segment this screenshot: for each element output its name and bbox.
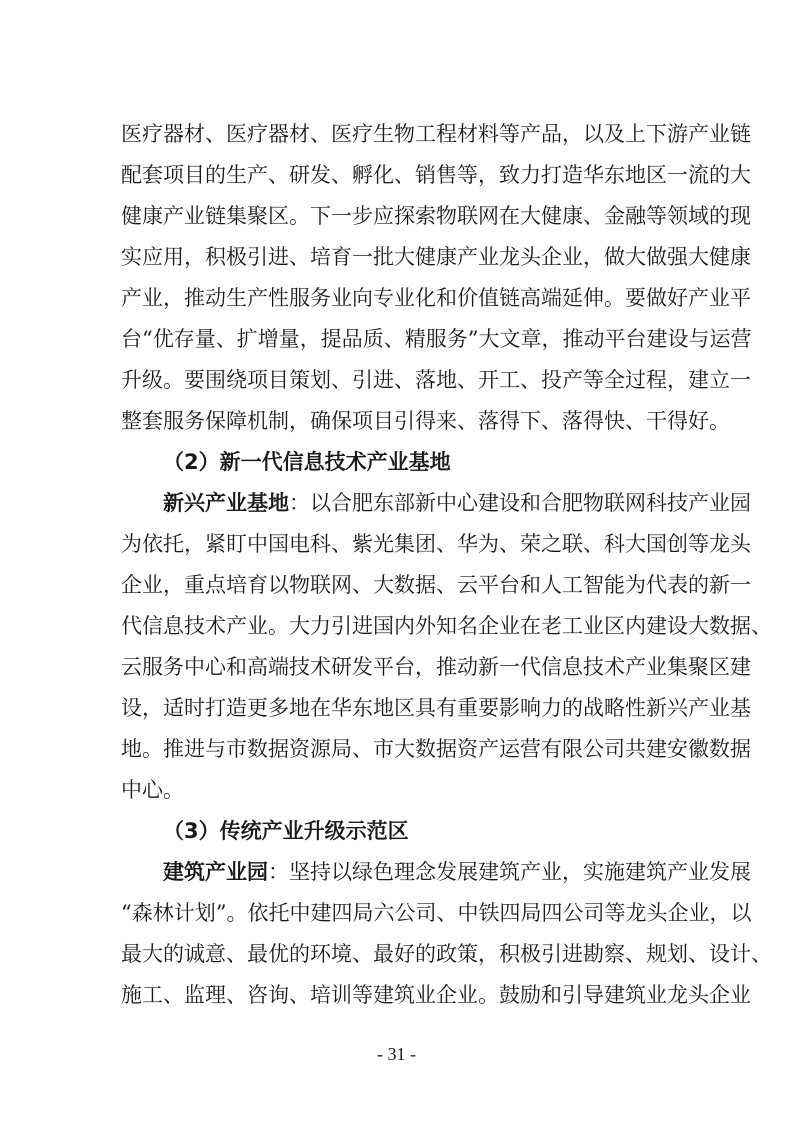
- paragraph-line: 云服务中心和高端技术研发平台，推动新一代信息技术产业集聚区建: [121, 655, 751, 679]
- paragraph-line: 地。推进与市数据资源局、市大数据资产运营有限公司共建安徽数据: [121, 737, 751, 761]
- paragraph-line: 为依托，紧盯中国电科、紫光集团、华为、荣之联、科大国创等龙头: [121, 532, 751, 556]
- paragraph-line: 设，适时打造更多地在华东地区具有重要影响力的战略性新兴产业基: [121, 696, 751, 720]
- paragraph-line: 健康产业链集聚区。下一步应探索物联网在大健康、金融等领域的现: [121, 204, 751, 228]
- paragraph-line: 施工、监理、咨询、培训等建筑业企业。鼓励和引导建筑业龙头企业: [121, 983, 751, 1007]
- paragraph-line: 产业，推动生产性服务业向专业化和价值链高端延伸。要做好产业平: [121, 286, 751, 310]
- paragraph-line: 升级。要围绕项目策划、引进、落地、开工、投产等全过程，建立一: [121, 368, 751, 392]
- paragraph-line: 整套服务保障机制，确保项目引得来、落得下、落得快、干得好。: [121, 409, 730, 433]
- section-heading: （2）新一代信息技术产业基地: [163, 450, 451, 474]
- paragraph-line: [163, 857, 751, 887]
- paragraph-line: [163, 488, 751, 518]
- paragraph-lead: 建筑产业园: [163, 860, 268, 884]
- paragraph-line: 最大的诚意、最优的环境、最好的政策，积极引进勘察、规划、设计、: [121, 942, 772, 966]
- paragraph-line: 医疗器材、医疗器材、医疗生物工程材料等产品，以及上下游产业链: [121, 122, 751, 146]
- paragraph-line: 中心。: [121, 778, 184, 802]
- paragraph-text: ：坚持以绿色理念发展建筑产业，实施建筑产业发展: [268, 860, 751, 884]
- paragraph-line: 企业，重点培育以物联网、大数据、云平台和人工智能为代表的新一: [121, 573, 751, 597]
- paragraph-line: 台“优存量、扩增量，提品质、精服务”大文章，推动平台建设与运营: [121, 327, 752, 351]
- paragraph-lead: 新兴产业基地: [163, 491, 289, 515]
- paragraph-line: 实应用，积极引进、培育一批大健康产业龙头企业，做大做强大健康: [121, 245, 751, 269]
- paragraph-line: 代信息技术产业。大力引进国内外知名企业在老工业区内建设大数据、: [121, 614, 772, 638]
- paragraph-line: “森林计划”。依托中建四局六公司、中铁四局四公司等龙头企业，以: [121, 901, 752, 925]
- section-heading: （3）传统产业升级示范区: [163, 819, 409, 843]
- paragraph-line: 配套项目的生产、研发、孵化、销售等，致力打造华东地区一流的大: [121, 163, 751, 187]
- paragraph-text: ：以合肥东部新中心建设和合肥物联网科技产业园: [289, 491, 751, 515]
- page-number: - 31 -: [377, 1044, 416, 1064]
